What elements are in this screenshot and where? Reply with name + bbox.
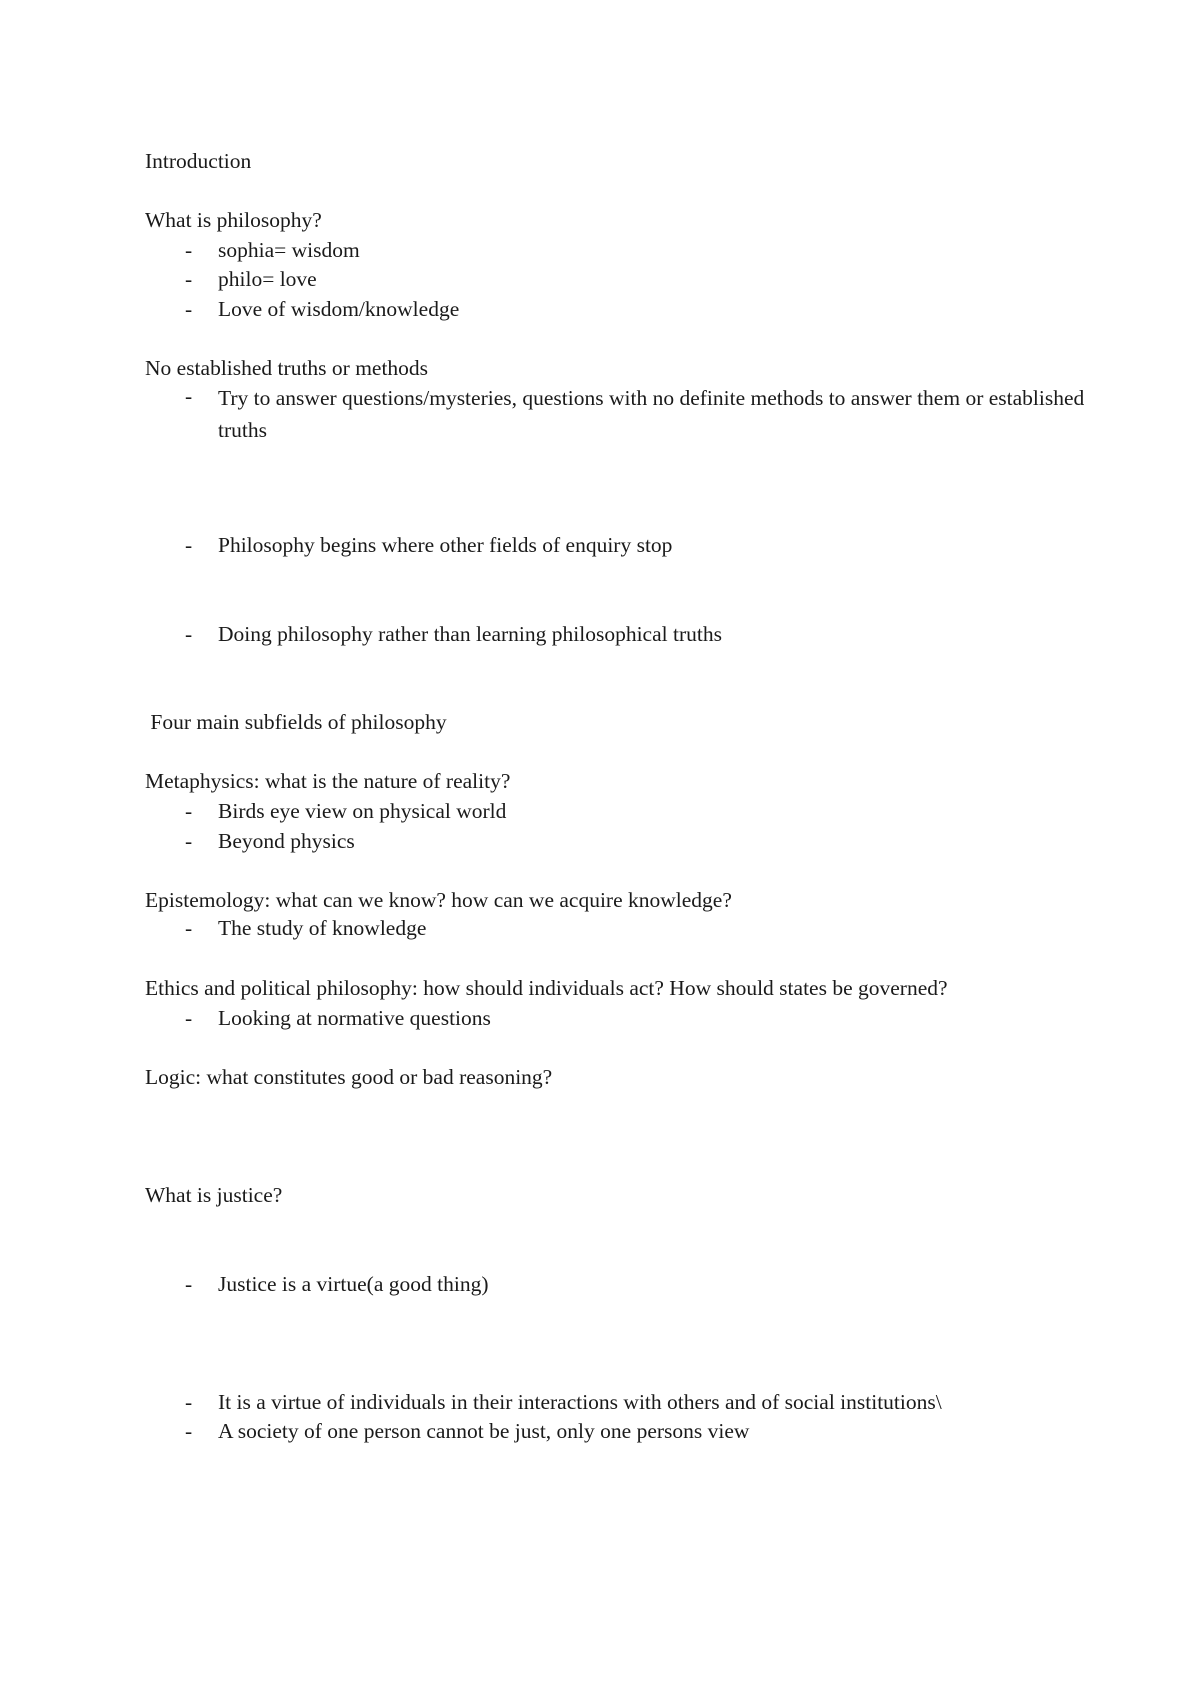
list-item-text: A society of one person cannot be just, only one persons view	[218, 1419, 750, 1443]
list-item	[185, 620, 722, 648]
list-item	[185, 797, 506, 825]
bullet-dash: -	[185, 297, 193, 321]
list-item	[185, 236, 360, 264]
bullet-dash: -	[185, 533, 193, 557]
bullet-dash: -	[185, 1272, 193, 1296]
list-item-text: Love of wisdom/knowledge	[218, 297, 460, 321]
list-item-text: Philosophy begins where other fields of enquiry stop	[218, 533, 673, 557]
heading-metaphysics: Metaphysics: what is the nature of reality?	[145, 769, 511, 793]
heading-ethics: Ethics and political philosophy: how should individuals act? How should states be governed?	[145, 976, 948, 1000]
bullet-dash: -	[185, 267, 193, 291]
list-item-text: The study of knowledge	[218, 916, 427, 940]
list-item	[185, 531, 672, 559]
list-item-text: It is a virtue of individuals in their interactions with others and of social institutions\	[218, 1390, 942, 1414]
list-item	[185, 914, 426, 942]
list-item-text: philo= love	[218, 267, 317, 291]
bullet-dash: -	[185, 916, 193, 940]
heading-logic: Logic: what constitutes good or bad reasoning?	[145, 1065, 553, 1089]
bullet-dash: -	[185, 1419, 193, 1443]
list-item	[185, 382, 1088, 446]
list-item-text: Doing philosophy rather than learning philosophical truths	[218, 622, 722, 646]
list-item-text: Birds eye view on physical world	[218, 799, 507, 823]
document-title: Introduction	[145, 149, 252, 173]
list-item	[185, 295, 459, 323]
heading-epistemology: Epistemology: what can we know? how can we acquire knowledge?	[145, 888, 732, 912]
list-item	[185, 1270, 488, 1298]
list-item	[185, 827, 355, 855]
list-item	[185, 265, 317, 293]
bullet-dash: -	[185, 238, 193, 262]
bullet-dash: -	[185, 384, 193, 408]
list-item-text: Looking at normative questions	[218, 1006, 491, 1030]
list-item	[185, 1388, 942, 1416]
list-item	[185, 1417, 749, 1445]
list-item-text: Justice is a virtue(a good thing)	[218, 1272, 489, 1296]
list-item-text: Beyond physics	[218, 829, 355, 853]
list-item-text: Try to answer questions/mysteries, questions with no definite methods to answer them or established truths	[218, 386, 1085, 442]
bullet-dash: -	[185, 622, 193, 646]
bullet-dash: -	[185, 1006, 193, 1030]
bullet-dash: -	[185, 1390, 193, 1414]
heading-no-established-truths: No established truths or methods	[145, 356, 429, 380]
list-item	[185, 1004, 491, 1032]
bullet-dash: -	[185, 799, 193, 823]
list-item-text: sophia= wisdom	[218, 238, 360, 262]
bullet-dash: -	[185, 829, 193, 853]
heading-what-is-philosophy: What is philosophy?	[145, 208, 322, 232]
heading-four-subfields: Four main subfields of philosophy	[145, 710, 447, 734]
heading-what-is-justice: What is justice?	[145, 1183, 283, 1207]
